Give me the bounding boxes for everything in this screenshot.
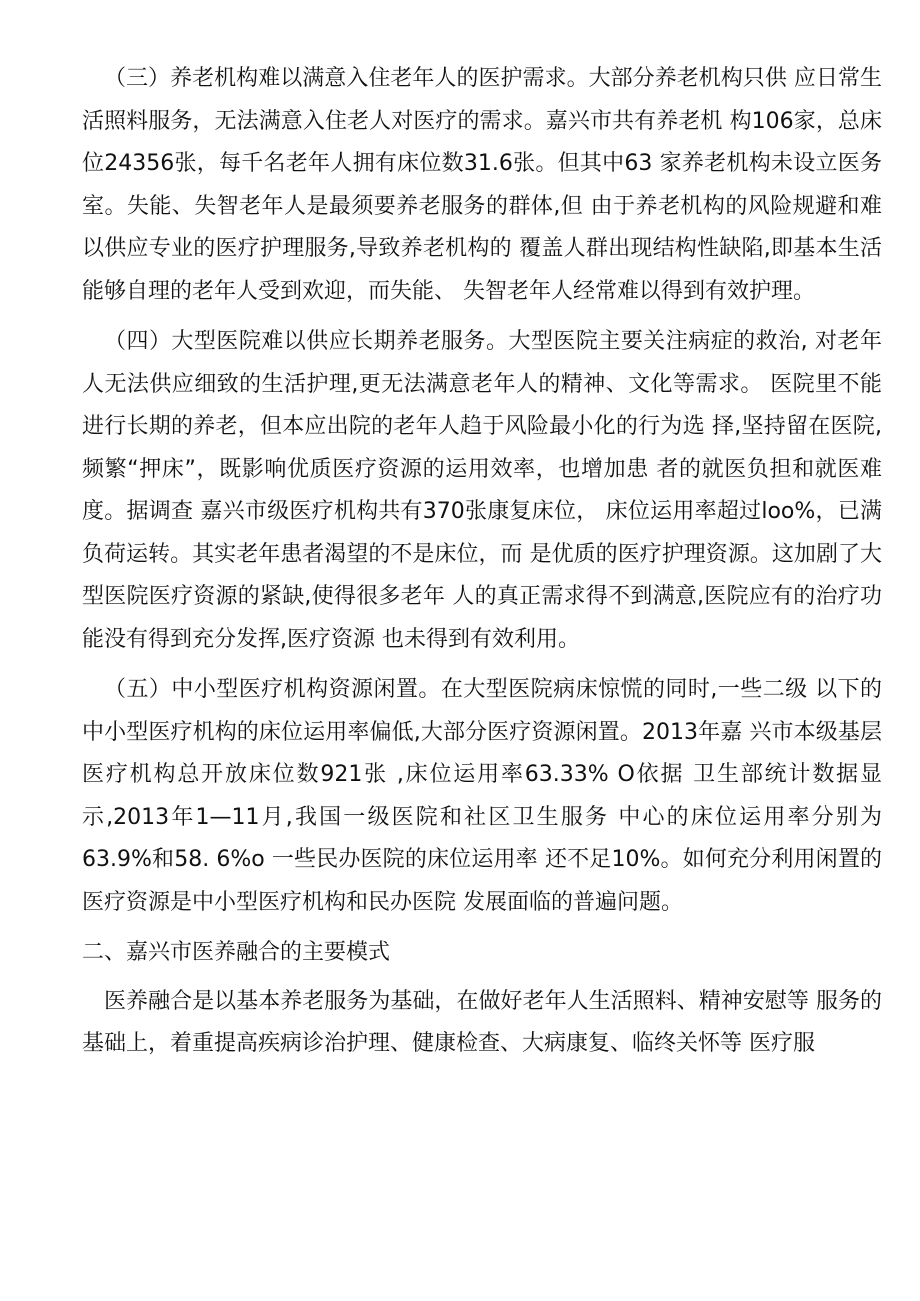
paragraph-small-medical-institutions: （五）中小型医疗机构资源闲置。在大型医院病床惊慌的同时,一些二级 以下的中小型医疗机构的床位运用率偏低,大部分医疗资源闲置。2013年嘉 兴市本级基层医疗机构总开放床位数921张 ,床位运用率63.33% O依据 卫生部统计数据显示,2013年1—11月,我国一级医院和社区卫生服务 中心的床位运用率分别为63.9%和58. 6%o 一些民办医院的床位运用率 还不足10%。如何充分利用闲置的医疗资源是中小型医疗机构和民办医院 发展面临的普遍问题。: [82, 677, 882, 915]
paragraph-integration-definition: 医养融合是以基本养老服务为基础，在做好老年人生活照料、精神安慰等 服务的基础上，着重提高疾病诊治护理、健康检查、大病康复、临终关怀等 医疗服: [82, 988, 882, 1056]
document-page: [82, 58, 882, 1074]
paragraph-large-hospitals: （四）大型医院难以供应长期养老服务。大型医院主要关注病症的救治, 对老年人无法供应细致的生活护理,更无法满意老年人的精神、文化等需求。 医院里不能进行长期的养老，但本应出院的老年人趋于风险最小化的行为选 择,坚持留在医院,频繁“押床”，既影响优质医疗资源的运用效率，也增加患 者的就医负担和就医难度。据调查 嘉兴市级医疗机构共有370张康复床位， 床位运用率超过loo%，已满负荷运转。其实老年患者渴望的不是床位，而 是优质的医疗护理资源。这加剧了大型医院医疗资源的紧缺,使得很多老年 人的真正需求得不到满意,医院应有的治疗功能没有得到充分发挥,医疗资源 也未得到有效利用。: [82, 329, 882, 652]
paragraph-nursing-homes: （三）养老机构难以满意入住老年人的医护需求。大部分养老机构只供 应日常生活照料服务，无法满意入住老人对医疗的需求。嘉兴市共有养老机 构106家，总床位24356张，每千名老年人拥有床位数31.6张。但其中63 家养老机构未设立医务室。失能、失智老年人是最须要养老服务的群体,但 由于养老机构的风险规避和难以供应专业的医疗护理服务,导致养老机构的 覆盖人群出现结构性缺陷,即基本生活能够自理的老年人受到欢迎，而失能、 失智老年人经常难以得到有效护理。: [82, 66, 882, 304]
section-heading-main-models: 二、嘉兴市医养融合的主要模式: [82, 940, 391, 965]
